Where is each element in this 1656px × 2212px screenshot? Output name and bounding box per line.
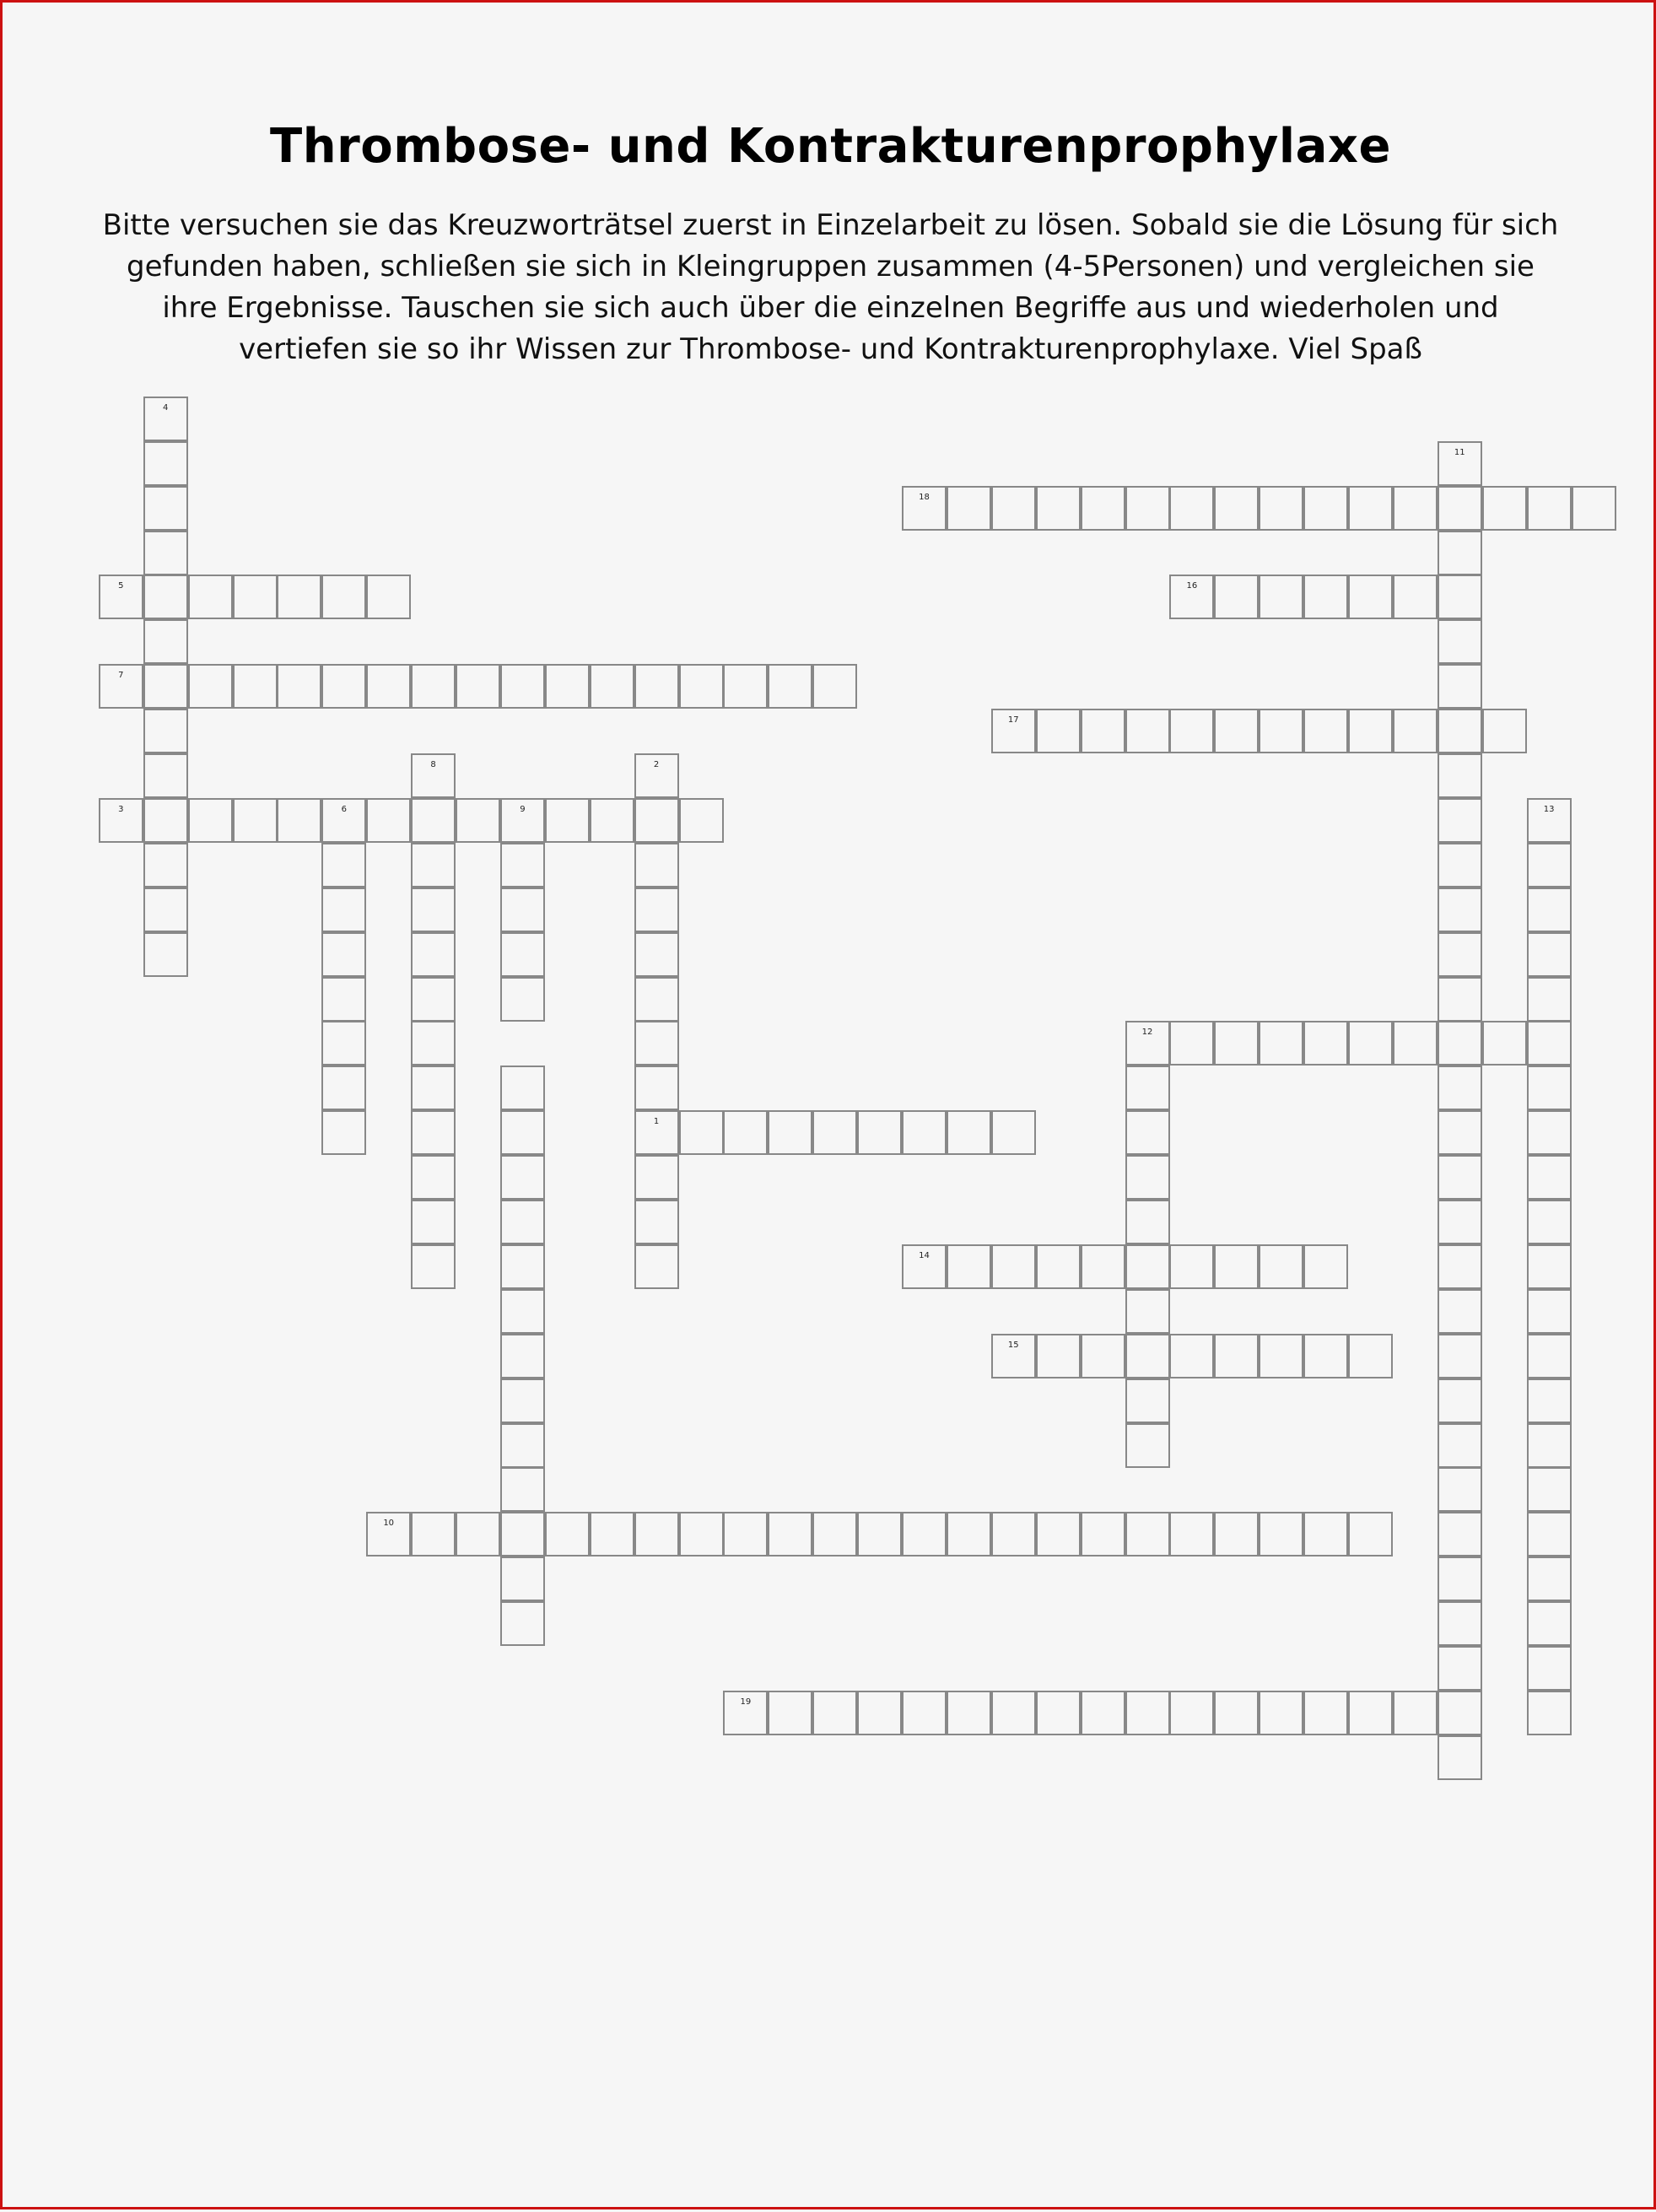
crossword-cell[interactable] (1438, 1110, 1482, 1155)
crossword-cell[interactable] (500, 977, 545, 1022)
crossword-cell[interactable] (1527, 1423, 1572, 1468)
crossword-cell[interactable] (991, 709, 1036, 753)
crossword-cell[interactable] (947, 1110, 991, 1155)
crossword-cell[interactable] (1036, 1334, 1081, 1378)
crossword-cell[interactable] (634, 1110, 679, 1155)
clue-number: 15 (1007, 1340, 1019, 1350)
crossword-cell[interactable] (902, 1512, 947, 1556)
crossword-cell[interactable] (143, 932, 188, 977)
crossword-cell[interactable] (634, 1200, 679, 1244)
crossword-cell[interactable] (321, 1066, 366, 1110)
crossword-cell[interactable] (1169, 575, 1214, 619)
crossword-cell[interactable] (411, 1066, 456, 1110)
crossword-cell[interactable] (634, 1512, 679, 1556)
crossword-cell[interactable] (1259, 709, 1303, 753)
crossword-cell[interactable] (1527, 486, 1572, 531)
crossword-cell[interactable] (634, 977, 679, 1022)
clue-number: 14 (919, 1250, 930, 1260)
crossword-cell[interactable] (812, 664, 857, 709)
clue-number: 16 (1186, 581, 1198, 591)
crossword-cell[interactable] (1259, 486, 1303, 531)
crossword-cell[interactable] (902, 1110, 947, 1155)
crossword-cell[interactable] (1125, 709, 1170, 753)
clue-number: 19 (740, 1697, 752, 1707)
crossword-cell[interactable] (1527, 1110, 1572, 1155)
crossword-cell[interactable] (545, 1512, 590, 1556)
crossword-cell[interactable] (500, 664, 545, 709)
crossword-cell[interactable] (411, 753, 456, 798)
crossword-cell[interactable] (634, 753, 679, 798)
crossword-cell[interactable] (411, 977, 456, 1022)
crossword-cell[interactable] (321, 977, 366, 1022)
crossword-cell[interactable] (590, 798, 634, 843)
crossword-cell[interactable] (321, 932, 366, 977)
crossword-cell[interactable] (1527, 1021, 1572, 1066)
crossword-cell[interactable] (1036, 1512, 1081, 1556)
crossword-cell[interactable] (1125, 1423, 1170, 1468)
crossword-cell[interactable] (456, 664, 500, 709)
crossword-cell[interactable] (812, 1110, 857, 1155)
crossword-cell[interactable] (1438, 977, 1482, 1022)
crossword-cell[interactable] (500, 887, 545, 932)
crossword-cell[interactable] (233, 664, 278, 709)
crossword-cell[interactable] (679, 664, 724, 709)
crossword-cell[interactable] (1259, 1021, 1303, 1066)
crossword-cell[interactable] (321, 664, 366, 709)
crossword-cell[interactable] (1169, 709, 1214, 753)
clue-number: 10 (383, 1519, 395, 1529)
crossword-cell[interactable] (590, 664, 634, 709)
crossword-cell[interactable] (902, 486, 947, 531)
crossword-cell[interactable] (411, 1021, 456, 1066)
crossword-cell[interactable] (233, 798, 278, 843)
crossword-cell[interactable] (1081, 1691, 1125, 1735)
crossword-cell[interactable] (500, 1334, 545, 1378)
crossword-cell[interactable] (1125, 1200, 1170, 1244)
crossword-cell[interactable] (1527, 1646, 1572, 1691)
clue-number: 7 (118, 671, 124, 681)
crossword-cell[interactable] (1527, 1556, 1572, 1601)
crossword-cell[interactable] (1214, 575, 1259, 619)
crossword-cell[interactable] (411, 932, 456, 977)
crossword-cell[interactable] (277, 664, 321, 709)
crossword-cell[interactable] (188, 798, 233, 843)
clue-number: 9 (520, 804, 526, 814)
crossword-cell[interactable] (1438, 1691, 1482, 1735)
crossword-cell[interactable] (634, 932, 679, 977)
crossword-cell[interactable] (321, 575, 366, 619)
crossword-cell[interactable] (1125, 1334, 1170, 1378)
crossword-cell[interactable] (1303, 1021, 1348, 1066)
crossword-cell[interactable] (500, 1467, 545, 1512)
crossword-cell[interactable] (1393, 1021, 1438, 1066)
clue-number: 2 (653, 760, 660, 769)
crossword-cell[interactable] (1303, 1512, 1348, 1556)
crossword-cell[interactable] (1125, 1378, 1170, 1423)
crossword-cell[interactable] (1081, 1512, 1125, 1556)
crossword-cell[interactable] (1125, 486, 1170, 531)
crossword-cell[interactable] (233, 575, 278, 619)
crossword-cell[interactable] (456, 798, 500, 843)
crossword-cell[interactable] (723, 664, 768, 709)
crossword-cell[interactable] (1036, 709, 1081, 753)
crossword-cell[interactable] (1125, 1289, 1170, 1334)
crossword-cell[interactable] (143, 486, 188, 531)
crossword-cell[interactable] (1081, 1334, 1125, 1378)
clue-number: 17 (1007, 715, 1019, 726)
crossword-cell[interactable] (1527, 843, 1572, 887)
crossword-cell[interactable] (1214, 709, 1259, 753)
crossword-cell[interactable] (902, 1244, 947, 1289)
crossword-cell[interactable] (321, 887, 366, 932)
crossword-cell[interactable] (857, 1691, 902, 1735)
crossword-cell[interactable] (1036, 1244, 1081, 1289)
crossword-cell[interactable] (411, 887, 456, 932)
crossword-cell[interactable] (143, 798, 188, 843)
crossword-cell[interactable] (1527, 1601, 1572, 1646)
crossword-cell[interactable] (500, 1556, 545, 1601)
crossword-cell[interactable] (277, 575, 321, 619)
crossword-cell[interactable] (1125, 1512, 1170, 1556)
crossword-cell[interactable] (1572, 486, 1616, 531)
crossword-cell[interactable] (1303, 486, 1348, 531)
crossword-cell[interactable] (947, 1244, 991, 1289)
crossword-cell[interactable] (1125, 1244, 1170, 1289)
crossword-cell[interactable] (991, 1512, 1036, 1556)
crossword-cell[interactable] (723, 1691, 768, 1735)
crossword-cell[interactable] (1125, 1691, 1170, 1735)
crossword-cell[interactable] (1527, 932, 1572, 977)
crossword-cell[interactable] (947, 486, 991, 531)
crossword-cell[interactable] (1081, 709, 1125, 753)
clue-number: 8 (430, 760, 436, 769)
clue-number: 13 (1543, 804, 1555, 814)
crossword-cell[interactable] (902, 1691, 947, 1735)
crossword-cell[interactable] (411, 1244, 456, 1289)
crossword-cell[interactable] (411, 1110, 456, 1155)
crossword-cell[interactable] (411, 798, 456, 843)
crossword-cell[interactable] (634, 843, 679, 887)
crossword-cell[interactable] (411, 664, 456, 709)
clue-number: 18 (919, 492, 930, 502)
crossword-cell[interactable] (1438, 887, 1482, 932)
crossword-cell[interactable] (1438, 1066, 1482, 1110)
crossword-cell[interactable] (1259, 575, 1303, 619)
crossword-cell[interactable] (1081, 1244, 1125, 1289)
crossword-cell[interactable] (1259, 1512, 1303, 1556)
crossword-cell[interactable] (500, 1066, 545, 1110)
crossword-cell[interactable] (634, 887, 679, 932)
crossword-cell[interactable] (1125, 1110, 1170, 1155)
crossword-cell[interactable] (411, 1155, 456, 1200)
crossword-cell[interactable] (1125, 1021, 1170, 1066)
crossword-cell[interactable] (321, 1021, 366, 1066)
crossword-cell[interactable] (1393, 575, 1438, 619)
crossword-cell[interactable] (1527, 1066, 1572, 1110)
crossword-cell[interactable] (500, 1601, 545, 1646)
crossword-cell[interactable] (1125, 1155, 1170, 1200)
clue-number: 3 (118, 804, 124, 814)
crossword-cell[interactable] (1527, 1691, 1572, 1735)
crossword-cell[interactable] (1438, 619, 1482, 664)
crossword-cell[interactable] (991, 1244, 1036, 1289)
crossword-cell[interactable] (1259, 1691, 1303, 1735)
crossword-cell[interactable] (723, 1512, 768, 1556)
crossword-cell[interactable] (321, 798, 366, 843)
crossword-cell[interactable] (857, 1512, 902, 1556)
crossword-cell[interactable] (1214, 1512, 1259, 1556)
crossword-cell[interactable] (634, 1244, 679, 1289)
crossword-cell[interactable] (1169, 1334, 1214, 1378)
crossword-cell[interactable] (1303, 1334, 1348, 1378)
crossword-cell[interactable] (1169, 486, 1214, 531)
crossword-cell[interactable] (1438, 1735, 1482, 1780)
crossword-cell[interactable] (1438, 1601, 1482, 1646)
crossword-cell[interactable] (1438, 1467, 1482, 1512)
clue-number: 6 (341, 804, 347, 814)
page-title: Thrombose- und Kontrakturenprophylaxe (270, 119, 1391, 174)
crossword-cell[interactable] (99, 664, 143, 709)
crossword-cell[interactable] (500, 798, 545, 843)
crossword-cell[interactable] (1214, 486, 1259, 531)
crossword-cell[interactable] (188, 664, 233, 709)
clue-number: 5 (118, 581, 124, 591)
crossword-cell[interactable] (1036, 1691, 1081, 1735)
crossword-cell[interactable] (143, 664, 188, 709)
crossword-cell[interactable] (768, 1110, 812, 1155)
crossword-cell[interactable] (1169, 1021, 1214, 1066)
crossword-cell[interactable] (99, 798, 143, 843)
crossword-cell[interactable] (500, 1378, 545, 1423)
crossword-cell[interactable] (1438, 709, 1482, 753)
crossword-cell[interactable] (634, 1155, 679, 1200)
crossword-cell[interactable] (1303, 575, 1348, 619)
crossword-cell[interactable] (1438, 441, 1482, 486)
crossword-cell[interactable] (411, 1200, 456, 1244)
crossword-cell[interactable] (1348, 1021, 1393, 1066)
crossword-cell[interactable] (1438, 798, 1482, 843)
crossword-cell[interactable] (1438, 531, 1482, 575)
crossword-cell[interactable] (1081, 486, 1125, 531)
crossword-cell[interactable] (947, 1691, 991, 1735)
crossword-cell[interactable] (1438, 753, 1482, 798)
crossword-cell[interactable] (1527, 1467, 1572, 1512)
crossword-cell[interactable] (991, 1334, 1036, 1378)
clue-number: 12 (1141, 1028, 1153, 1038)
crossword-cell[interactable] (1169, 1691, 1214, 1735)
crossword-cell[interactable] (1125, 1066, 1170, 1110)
crossword-cell[interactable] (634, 664, 679, 709)
crossword-cell[interactable] (500, 1512, 545, 1556)
crossword-cell[interactable] (143, 709, 188, 753)
crossword-cell[interactable] (1438, 1289, 1482, 1334)
clue-number: 11 (1454, 447, 1465, 457)
crossword-cell[interactable] (1214, 1244, 1259, 1289)
crossword-cell[interactable] (812, 1512, 857, 1556)
crossword-cell[interactable] (411, 1512, 456, 1556)
crossword-cell[interactable] (143, 619, 188, 664)
crossword-cell[interactable] (1527, 1378, 1572, 1423)
crossword-cell[interactable] (1214, 1021, 1259, 1066)
crossword-cell[interactable] (411, 843, 456, 887)
instructions-text: Bitte versuchen sie das Kreuzworträtsel zuerst in Einzelarbeit zu lösen. Sobald sie die Lösung für sich gefunden haben, schließen sie sich in Kleingruppen zusammen (4-5Personen) und vergleichen sie ihre Ergebnisse. Tauschen sie sich auch über die einzelnen Begriffe aus und wiederholen und vertiefen sie so ihr Wissen zur Thrombose- und Kontrakturenprophylaxe. Viel Spaß (102, 208, 1559, 366)
crossword-cell[interactable] (1438, 843, 1482, 887)
crossword-cell[interactable] (366, 1512, 411, 1556)
crossword-cell[interactable] (1527, 1200, 1572, 1244)
crossword-cell[interactable] (1438, 1334, 1482, 1378)
crossword-cell[interactable] (545, 798, 590, 843)
crossword-grid (3, 3, 1656, 2212)
crossword-cell[interactable] (500, 932, 545, 977)
crossword-cell[interactable] (1438, 1646, 1482, 1691)
crossword-cell[interactable] (1393, 1691, 1438, 1735)
crossword-cell[interactable] (1438, 1423, 1482, 1468)
crossword-cell[interactable] (1438, 486, 1482, 531)
crossword-cell[interactable] (947, 1512, 991, 1556)
crossword-cell[interactable] (1482, 486, 1527, 531)
crossword-cell[interactable] (1259, 1334, 1303, 1378)
crossword-cell[interactable] (991, 1110, 1036, 1155)
crossword-cell[interactable] (143, 753, 188, 798)
crossword-cell[interactable] (500, 843, 545, 887)
crossword-cell[interactable] (1527, 1512, 1572, 1556)
crossword-cell[interactable] (1438, 664, 1482, 709)
crossword-cell[interactable] (1438, 1021, 1482, 1066)
crossword-cell[interactable] (1438, 575, 1482, 619)
crossword-cell[interactable] (1527, 977, 1572, 1022)
crossword-cell[interactable] (366, 664, 411, 709)
crossword-cell[interactable] (1438, 1378, 1482, 1423)
crossword-cell[interactable] (634, 1021, 679, 1066)
crossword-cell[interactable] (1438, 932, 1482, 977)
crossword-cell[interactable] (143, 397, 188, 441)
crossword-cell[interactable] (1527, 1334, 1572, 1378)
crossword-cell[interactable] (366, 575, 411, 619)
crossword-cell[interactable] (1527, 887, 1572, 932)
crossword-cell[interactable] (1438, 1556, 1482, 1601)
crossword-cell[interactable] (1303, 709, 1348, 753)
crossword-cell[interactable] (456, 1512, 500, 1556)
crossword-cell[interactable] (143, 843, 188, 887)
crossword-cell[interactable] (1527, 798, 1572, 843)
crossword-cell[interactable] (1348, 486, 1393, 531)
crossword-cell[interactable] (500, 1200, 545, 1244)
crossword-cell[interactable] (590, 1512, 634, 1556)
crossword-cell[interactable] (143, 575, 188, 619)
crossword-cell[interactable] (500, 1244, 545, 1289)
crossword-cell[interactable] (679, 1512, 724, 1556)
crossword-cell[interactable] (500, 1423, 545, 1468)
crossword-cell[interactable] (1169, 1244, 1214, 1289)
crossword-cell[interactable] (1259, 1244, 1303, 1289)
crossword-cell[interactable] (857, 1110, 902, 1155)
crossword-cell[interactable] (143, 441, 188, 486)
crossword-cell[interactable] (143, 531, 188, 575)
crossword-cell[interactable] (1036, 486, 1081, 531)
crossword-cell[interactable] (1438, 1244, 1482, 1289)
crossword-cell[interactable] (1438, 1200, 1482, 1244)
crossword-cell[interactable] (277, 798, 321, 843)
crossword-cell[interactable] (768, 1691, 812, 1735)
crossword-cell[interactable] (1527, 1244, 1572, 1289)
crossword-cell[interactable] (679, 1110, 724, 1155)
crossword-cell[interactable] (1348, 1512, 1393, 1556)
crossword-cell[interactable] (500, 1289, 545, 1334)
crossword-cell[interactable] (1303, 1244, 1348, 1289)
crossword-cell[interactable] (991, 486, 1036, 531)
crossword-cell[interactable] (188, 575, 233, 619)
crossword-cell[interactable] (768, 1512, 812, 1556)
crossword-cell[interactable] (500, 1155, 545, 1200)
crossword-cell[interactable] (1348, 575, 1393, 619)
crossword-cell[interactable] (1169, 1512, 1214, 1556)
crossword-cell[interactable] (1348, 1334, 1393, 1378)
crossword-cell[interactable] (1482, 1021, 1527, 1066)
crossword-cell[interactable] (321, 843, 366, 887)
crossword-cell[interactable] (1527, 1289, 1572, 1334)
crossword-cell[interactable] (1482, 709, 1527, 753)
crossword-cell[interactable] (1393, 486, 1438, 531)
crossword-cell[interactable] (1348, 1691, 1393, 1735)
crossword-cell[interactable] (723, 1110, 768, 1155)
clue-number: 4 (163, 402, 169, 413)
crossword-cell[interactable] (321, 1110, 366, 1155)
crossword-cell[interactable] (366, 798, 411, 843)
crossword-cell[interactable] (1527, 1155, 1572, 1200)
crossword-cell[interactable] (1438, 1512, 1482, 1556)
crossword-cell[interactable] (1348, 709, 1393, 753)
crossword-cell[interactable] (679, 798, 724, 843)
crossword-cell[interactable] (545, 664, 590, 709)
crossword-cell[interactable] (1393, 709, 1438, 753)
crossword-cell[interactable] (1214, 1691, 1259, 1735)
crossword-cell[interactable] (768, 664, 812, 709)
crossword-cell[interactable] (991, 1691, 1036, 1735)
crossword-cell[interactable] (99, 575, 143, 619)
crossword-cell[interactable] (634, 798, 679, 843)
crossword-cell[interactable] (812, 1691, 857, 1735)
crossword-cell[interactable] (1214, 1334, 1259, 1378)
crossword-cell[interactable] (1438, 1155, 1482, 1200)
clue-number: 1 (653, 1117, 660, 1127)
crossword-cell[interactable] (634, 1066, 679, 1110)
crossword-cell[interactable] (500, 1110, 545, 1155)
crossword-cell[interactable] (1303, 1691, 1348, 1735)
crossword-cell[interactable] (143, 887, 188, 932)
